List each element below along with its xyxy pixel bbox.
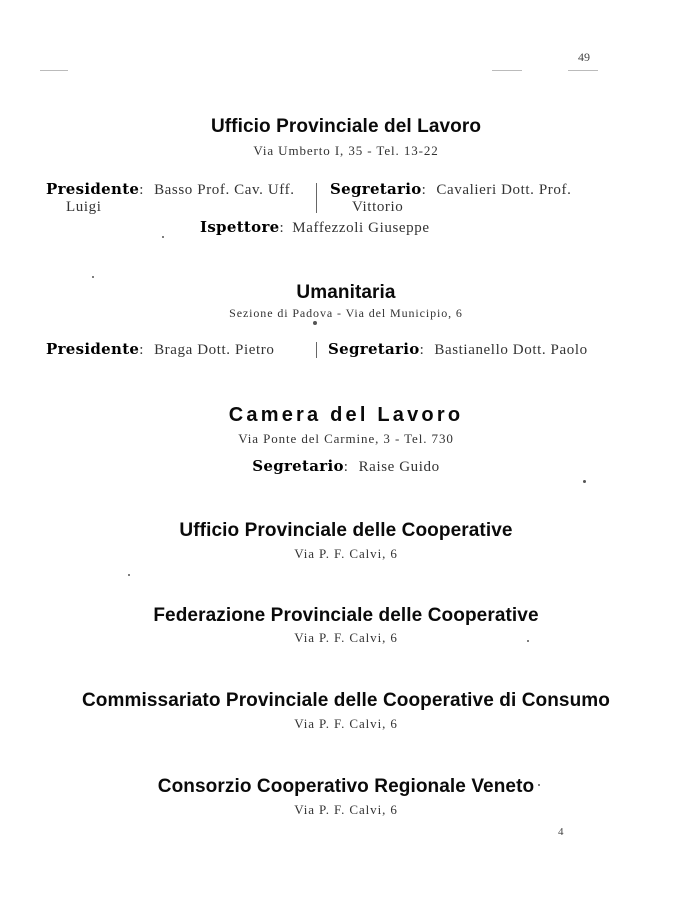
- segretario-name: Raise Guido: [358, 459, 440, 475]
- column-divider: [316, 183, 317, 213]
- column-divider: [316, 342, 317, 358]
- header-rule-right: [568, 70, 598, 71]
- presidente-label: Presidente: [46, 340, 140, 358]
- colon: :: [139, 182, 145, 198]
- scan-speck: [162, 236, 164, 238]
- header-rule-mid: [492, 70, 522, 71]
- ispettore-row: [200, 218, 430, 237]
- section-title-federazione-cooperative: Federazione Provinciale delle Cooperative: [153, 605, 539, 626]
- segretario-label: Segretario: [252, 457, 344, 475]
- presidente-name: Braga Dott. Pietro: [154, 342, 275, 358]
- scan-speck: [92, 276, 94, 278]
- section-title-ufficio-cooperative: Ufficio Provinciale delle Cooperative: [179, 520, 513, 541]
- presidente-name-continuation: Luigi: [66, 199, 102, 215]
- colon: :: [419, 342, 425, 358]
- segretario-label: Segretario: [330, 180, 422, 198]
- ispettore-label: Ispettore: [200, 218, 280, 236]
- segretario-row-ufficio-lavoro: [330, 180, 571, 199]
- scan-speck: [313, 321, 317, 325]
- section-title-ufficio-lavoro: Ufficio Provinciale del Lavoro: [210, 116, 482, 137]
- section-title-commissariato-cooperative: Commissariato Provinciale delle Cooperative di Consumo: [81, 690, 611, 711]
- header-rule-left: [40, 70, 68, 71]
- section-address-ufficio-cooperative: Via P. F. Calvi, 6: [294, 546, 398, 561]
- scan-speck: [527, 640, 529, 642]
- presidente-name: Basso Prof. Cav. Uff.: [154, 182, 295, 198]
- segretario-row-camera-lavoro: [0, 457, 692, 476]
- colon: :: [421, 182, 427, 198]
- section-title-consorzio-veneto: Consorzio Cooperativo Regionale Veneto: [157, 776, 535, 797]
- scan-speck: [128, 574, 130, 576]
- segretario-name-continuation: Vittorio: [352, 199, 404, 215]
- segretario-row-umanitaria: [328, 340, 588, 359]
- segretario-name: Cavalieri Dott. Prof.: [436, 182, 572, 198]
- segretario-label: Segretario: [328, 340, 420, 358]
- colon: :: [139, 342, 145, 358]
- section-title-camera-lavoro: Camera del Lavoro: [228, 404, 464, 426]
- scan-speck: [583, 480, 586, 483]
- section-address-federazione-cooperative: Via P. F. Calvi, 6: [294, 630, 398, 645]
- page-number: 49: [578, 50, 590, 64]
- scan-speck: [538, 784, 540, 786]
- colon: :: [343, 459, 349, 475]
- section-address-commissariato-cooperative: Via P. F. Calvi, 6: [294, 716, 398, 731]
- section-address-ufficio-lavoro: Via Umberto I, 35 - Tel. 13-22: [253, 143, 439, 158]
- segretario-name: Bastianello Dott. Paolo: [434, 342, 588, 358]
- section-address-camera-lavoro: Via Ponte del Carmine, 3 - Tel. 730: [238, 431, 454, 446]
- ispettore-name: Maffezzoli Giuseppe: [292, 220, 430, 236]
- footer-number: 4: [558, 826, 564, 838]
- colon: :: [279, 220, 285, 236]
- presidente-row-ufficio-lavoro: [46, 180, 295, 199]
- section-address-umanitaria: Sezione di Padova - Via del Municipio, 6: [229, 306, 463, 320]
- presidente-row-umanitaria: [46, 340, 274, 359]
- presidente-label: Presidente: [46, 180, 140, 198]
- section-title-umanitaria: Umanitaria: [296, 282, 396, 303]
- section-address-consorzio-veneto: Via P. F. Calvi, 6: [294, 802, 398, 817]
